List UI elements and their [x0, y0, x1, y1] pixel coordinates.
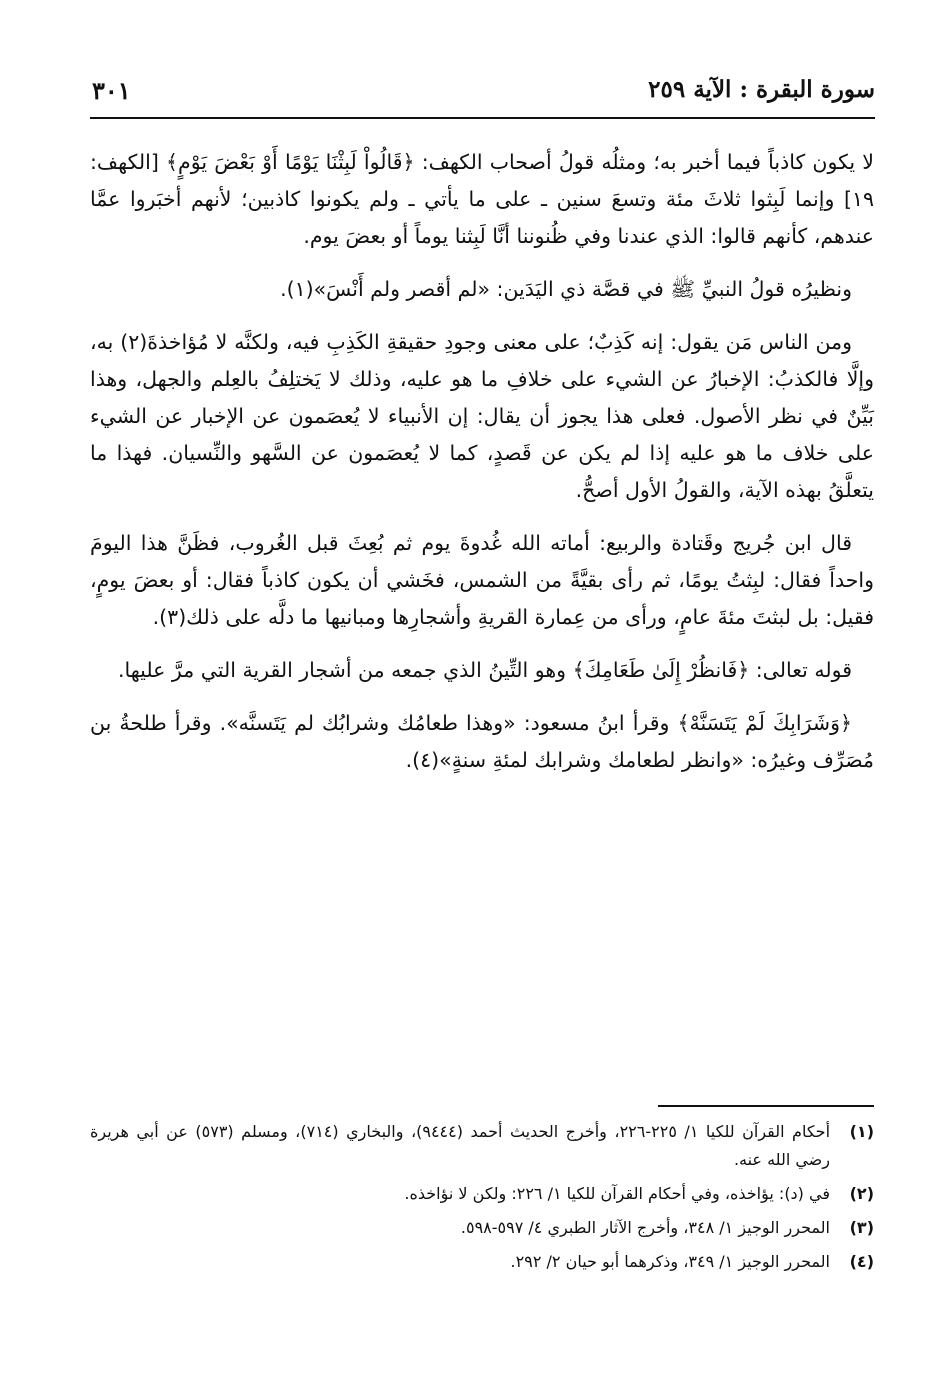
footnote-item: [90, 1180, 874, 1208]
footnote-number: (١): [849, 1122, 874, 1141]
footnotes: [90, 1118, 874, 1282]
footnote-number: (٣): [849, 1218, 874, 1237]
paragraph: قال ابن جُريج وقَتادة والربيع: أماته الله غُدوةَ يوم ثم بُعِثَ قبل الغُروب، فظَنَّ هذا اليومَ واحداً فقال: لبِثتُ يومًا، ثم رأى بقيَّةً من الشمس، فخَشي أن يكون كاذباً فقال: أو بعضَ يومٍ، فقيل: بل لبثتَ مئةَ عامٍ، ورأى من عِمارة القريةِ وأشجارِها ومبانيها ما دلَّه على ذلك(٣).: [90, 531, 874, 629]
paragraph: ونظيرُه قولُ النبيِّ ﷺ في قصَّة ذي اليَدَين: «لم أقصر ولم أَنْسَ»(١).: [280, 277, 852, 301]
running-title: سورة البقرة : الآية ٢٥٩: [648, 76, 875, 103]
page-number: ٣٠١: [92, 76, 131, 105]
page-header: [92, 76, 875, 112]
footnote-number: (٤): [849, 1252, 874, 1271]
footnote-item: [90, 1214, 874, 1242]
main-text: [90, 144, 874, 795]
footnote-item: [90, 1248, 874, 1276]
footnote-text: في (د): يؤاخذه، وفي أحكام القرآن للكيا ١/ ٢٢٦: ولكن لا نؤاخذه.: [404, 1184, 830, 1203]
footnote-item: [90, 1118, 874, 1174]
footnote-text: أحكام القرآن للكيا ١/ ٢٢٥-٢٢٦، وأخرج الحديث أحمد (٩٤٤٤)، والبخاري (٧١٤)، ومسلم (٥٧٣) عن أبي هريرة رضي الله عنه.: [90, 1122, 831, 1169]
footnote-text: المحرر الوجيز ١/ ٣٤٨، وأخرج الآثار الطبري ٤/ ٥٩٧-٥٩٨.: [460, 1218, 830, 1237]
paragraph: ومن الناس مَن يقول: إنه كَذِبٌ؛ على معنى وجودِ حقيقةِ الكَذِبِ فيه، ولكنَّه لا مُؤاخذةَ(٢) به، وإلَّا فالكذبُ: الإخبارُ عن الشيء على خلافِ ما هو عليه، وذلك لا يَختلِفُ بالعِلم والجهل، وهذا بَيِّنٌ في نظر الأصول. فعلى هذا يجوز أن يقال: إن الأنبياء لا يُعصَمون عن الإخبار عن الشيء على خلاف ما هو عليه إذا لم يكن عن قَصدٍ، كما لا يُعصَمون عن السَّهو والنِّسيان. فهذا ما يتعلَّقُ بهذه الآية، والقولُ الأول أصحُّ.: [90, 330, 874, 502]
paragraph: قوله تعالى: ﴿فَانظُرْ إِلَىٰ طَعَامِكَ﴾ وهو التِّينُ الذي جمعه من أشجار القرية التي مرَّ عليها.: [117, 658, 852, 682]
paragraph: لا يكون كاذباً فيما أخبر به؛ ومثلُه قولُ أصحاب الكهف: ﴿قَالُواْ لَبِثْنَا يَوْمًا أَوْ بَعْضَ يَوْمٍ﴾ [الكهف: ١٩] وإنما لَبِثوا ثلاثَ مئة وتسعَ سنين ـ على ما يأتي ـ ولم يكونوا كاذبين؛ لأنهم أخبَروا عمَّا عندهم، كأنهم قالوا: الذي عندنا وفي ظُنوننا أنَّا لَبِثنا يوماً أو بعضَ يوم.: [90, 150, 874, 248]
footnote-number: (٢): [849, 1184, 874, 1203]
header-rule: [90, 117, 875, 119]
footnote-text: المحرر الوجيز ١/ ٣٤٩، وذكرهما أبو حيان ٢/ ٢٩٢.: [510, 1252, 830, 1271]
footnote-separator: [658, 1105, 874, 1107]
paragraph: ﴿وَشَرَابِكَ لَمْ يَتَسَنَّهْ﴾ وقرأ ابنُ مسعود: «وهذا طعامُك وشرابُك لم يَتَسنَّه». وقرأ طلحةُ بن مُصَرِّف وغيرُه: «وانظر لطعامك وشرابك لمئةِ سنةٍ»(٤).: [90, 711, 874, 772]
